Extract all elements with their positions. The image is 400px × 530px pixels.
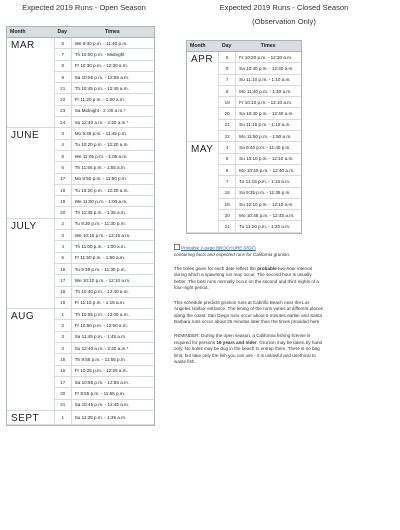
time-cell: Su 10:10 p.m. - 12:10 a.m. — [235, 199, 301, 210]
time-cell: We 11:05 p.m. - 1:05 a.m. — [71, 151, 154, 162]
time-cell: Sa 11:45 p.m. - 1:45 a.m. — [71, 332, 154, 343]
time-cell: Su 11:15 p.m. - 1:15 a.m. — [235, 120, 301, 131]
time-cell: Mo 11:40 p.m. - 1:40 a.m. — [235, 86, 301, 97]
open-season-column — [6, 0, 162, 426]
pdf-icon — [174, 244, 180, 250]
time-cell: Tu 10:20 p.m. - 12:20 a.m. — [71, 140, 154, 151]
reminder-text-a: REMINDER: During the open season, a California fishing license is required for persons — [174, 333, 311, 345]
day-cell: 17 — [54, 174, 71, 185]
time-cell: Tu 9:35 p.m. - 11:35 p.m. — [71, 264, 154, 275]
month-header: Month — [7, 27, 54, 38]
timing-text-bold: probable — [257, 266, 277, 272]
closed-season-column — [172, 0, 396, 373]
day-cell: 9 — [54, 72, 71, 83]
day-cell: 19 — [218, 97, 235, 108]
time-cell: Mo 9:50 p.m. - 11:50 p.m. — [71, 174, 154, 185]
day-cell: 18 — [54, 185, 71, 196]
day-cell: 1 — [54, 309, 71, 320]
location-paragraph: This schedule predicts grunion runs at Cabrillo Beach near the Los Angeles Harbor entrance. The timing of the runs varies at different places along the coast: San Diego runs occur about 5 minutes earlier and Santa Barbara runs occur about 25 minutes later than the times provided here. — [174, 299, 323, 324]
time-cell: Fr 11:15 p.m. - 1:15 a.m. — [71, 298, 154, 309]
time-cell: Sa 9:35 p.m. - 11:35 p.m. — [235, 188, 301, 199]
time-cell: Fr 10:10 p.m. - 12:10 a.m. — [235, 97, 301, 108]
time-cell: Th 10:00 p.m. - Midnight — [71, 49, 154, 60]
time-cell: Fr 11:20 p.m. - 1:20 a.m. — [71, 94, 154, 105]
notes-section — [174, 244, 324, 366]
time-cell: We 10:15 p.m. - 12:15 a.m. — [71, 230, 154, 241]
day-cell: 3 — [54, 230, 71, 241]
day-cell: 16 — [54, 264, 71, 275]
day-cell: 19 — [218, 199, 235, 210]
table-row — [7, 411, 154, 425]
day-cell: 5 — [54, 253, 71, 264]
day-cell: 7 — [218, 75, 235, 86]
time-cell: Sa 10:40 p.m. - 12:40 a.m. — [235, 63, 301, 74]
time-cell: We 9:40 p.m. - 11:40 p.m. — [71, 38, 154, 49]
table-row — [7, 309, 154, 320]
day-cell: 22 — [54, 94, 71, 105]
month-label: AUG — [7, 309, 54, 411]
day-cell: 23 — [54, 106, 71, 117]
day-cell: 4 — [54, 343, 71, 354]
brochure-description: containing facts and expected runs for California grunion. — [174, 251, 291, 257]
time-cell: Sa 10:40 p.m. - 12:40 a.m. — [235, 108, 301, 119]
day-cell: 15 — [54, 354, 71, 365]
day-cell: 2 — [54, 320, 71, 331]
time-cell: Sa Midnight - 2 :00 a.m.* — [71, 106, 154, 117]
day-cell: 8 — [218, 86, 235, 97]
day-cell: 16 — [54, 366, 71, 377]
time-cell: Mo 10:40 p.m. - 12:40 a.m. — [235, 165, 301, 176]
open-season-title: Expected 2019 Runs - Open Season — [22, 3, 146, 12]
day-cell: 20 — [54, 207, 71, 218]
month-header: Month — [187, 41, 218, 52]
time-cell: Th 11:00 p.m. - 1:00 a.m. — [71, 241, 154, 252]
time-cell: Th 11:55 p.m. - 1:55 a.m. — [71, 162, 154, 173]
time-cell: Fr 10:20 p.m. - 12:20 a.m. — [235, 52, 301, 63]
time-cell: Su 12:40 a.m. - 2:40 a.m.* — [71, 117, 154, 128]
day-header: Day — [218, 41, 235, 52]
day-cell: 5 — [218, 154, 235, 165]
day-cell: 4 — [54, 241, 71, 252]
table-row — [7, 128, 154, 139]
timing-text-a: The times given for each date reflect the — [174, 266, 258, 272]
time-cell: Su 11:35 p.m. - 1:35 a.m. — [71, 411, 154, 425]
reminder-paragraph — [174, 333, 324, 365]
timing-paragraph — [174, 266, 324, 292]
closed-season-table — [186, 40, 302, 234]
brochure-paragraph — [174, 244, 324, 258]
day-cell: 18 — [218, 188, 235, 199]
day-cell: 1 — [54, 411, 71, 425]
day-cell: 19 — [54, 196, 71, 207]
open-season-table — [6, 26, 155, 426]
time-cell: Th 10:40 p.m. - 12:40 a.m. — [71, 287, 154, 298]
time-cell: Su 11:10 p.m. - 1:10 a.m. — [235, 75, 301, 86]
time-cell: Sa 9:40 p.m. - 11:40 p.m. — [235, 142, 301, 153]
month-label: JUNE — [7, 128, 54, 218]
day-cell: 20 — [218, 108, 235, 119]
time-cell: Mo 11:50 p.m. - 1:50 a.m. — [235, 131, 301, 142]
day-cell: 6 — [218, 165, 235, 176]
day-cell: 6 — [218, 63, 235, 74]
day-cell: 31 — [54, 400, 71, 411]
day-header: Day — [54, 27, 71, 38]
month-label: APR — [187, 52, 218, 142]
day-cell: 5 — [218, 52, 235, 63]
day-cell: 3 — [54, 332, 71, 343]
time-cell: Sa 10:45 p.m. - 12:45 a.m. — [71, 400, 154, 411]
month-label: MAY — [187, 142, 218, 232]
day-cell: 20 — [218, 210, 235, 221]
time-cell: Tu 9:30 p.m. - 11:30 p.m. — [71, 219, 154, 230]
day-cell: 21 — [218, 120, 235, 131]
day-cell: 24 — [54, 117, 71, 128]
month-label: MAR — [7, 38, 54, 128]
time-cell: Sa 10:55 p.m. - 12:55 a.m. — [71, 377, 154, 388]
time-cell: Th 9:55 p.m. - 11:55 p.m. — [71, 354, 154, 365]
closed-season-subtitle: (Observation Only) — [252, 17, 316, 26]
reminder-text-b: . Grunion may be taken by hand only. No holes may be dug in the beach to entrap them. There is no bag limit, but take only the fish you can use - it is unlawful and unethical to waste fish. — [174, 339, 323, 364]
time-cell: Mo 9:45 p.m. - 11:45 p.m. — [71, 128, 154, 139]
day-cell: 5 — [54, 151, 71, 162]
time-cell: Su 12:40 a.m. - 2:40 a.m.* — [71, 343, 154, 354]
time-cell: Th 11:35 p.m. - 1:35 a.m. — [71, 207, 154, 218]
day-cell: 22 — [218, 131, 235, 142]
time-cell: We 11:00 p.m. - 1:00 a.m. — [71, 196, 154, 207]
table-row — [187, 142, 301, 153]
day-cell: 7 — [218, 176, 235, 187]
day-cell: 6 — [54, 38, 71, 49]
day-cell: 4 — [218, 142, 235, 153]
time-cell: Tu 11:15 p.m. - 1:15 a.m. — [235, 176, 301, 187]
day-cell: 18 — [54, 287, 71, 298]
time-cell: Mo 10:45 p.m. - 12:45 a.m. — [235, 210, 301, 221]
timing-text-b: two-hour interval during which a spawning run may occur. The second hour is usually better. The best runs normally occur on the second and third nights of a four-night period. — [174, 266, 319, 291]
times-header: Times — [235, 41, 301, 52]
day-cell: 7 — [54, 49, 71, 60]
table-row — [7, 219, 154, 230]
time-cell: Su 10:10 p.m. - 12:10 a.m. — [235, 154, 301, 165]
day-cell: 30 — [54, 388, 71, 399]
day-cell: 21 — [218, 221, 235, 232]
day-cell: 8 — [54, 61, 71, 72]
time-cell: Th 10:45 p.m. - 12:45 a.m. — [71, 83, 154, 94]
month-label: SEPT — [7, 411, 54, 425]
time-cell: Tu 10:20 p.m. - 12:20 a.m. — [71, 185, 154, 196]
times-header: Times — [71, 27, 154, 38]
day-cell: 3 — [54, 128, 71, 139]
time-cell: Fr 11:50 p.m. - 1:50 a.m. — [71, 253, 154, 264]
day-cell: 19 — [54, 298, 71, 309]
table-row — [7, 38, 154, 49]
time-cell: Fr 9:55 p.m. - 11:55 p.m. — [71, 388, 154, 399]
time-cell: Fr 10:25 p.m. - 12:25 a.m. — [71, 366, 154, 377]
table-row — [187, 52, 301, 63]
day-cell: 21 — [54, 83, 71, 94]
day-cell: 17 — [54, 275, 71, 286]
time-cell: Tu 11:20 p.m. - 1:20 a.m. — [235, 221, 301, 232]
brochure-link[interactable]: Printable 2-page BROCHURE (PDF) — [181, 245, 256, 251]
closed-season-title: Expected 2019 Runs - Closed Season — [219, 3, 349, 12]
time-cell: We 10:10 p.m. - 12:10 a.m. — [71, 275, 154, 286]
day-cell: 6 — [54, 162, 71, 173]
time-cell: Fr 10:30 p.m. - 12:30 a.m. — [71, 61, 154, 72]
day-cell: 17 — [54, 377, 71, 388]
time-cell: Sa 10:55 p.m. - 12:55 a.m. — [71, 72, 154, 83]
month-label: JULY — [7, 219, 54, 309]
time-cell: Th 10:05 p.m. - 12:05 a.m. — [71, 309, 154, 320]
time-cell: Fr 10:50 p.m. - 12:50 a.m. — [71, 320, 154, 331]
day-cell: 4 — [54, 140, 71, 151]
day-cell: 2 — [54, 219, 71, 230]
reminder-text-bold: 16 years and older — [216, 339, 257, 345]
